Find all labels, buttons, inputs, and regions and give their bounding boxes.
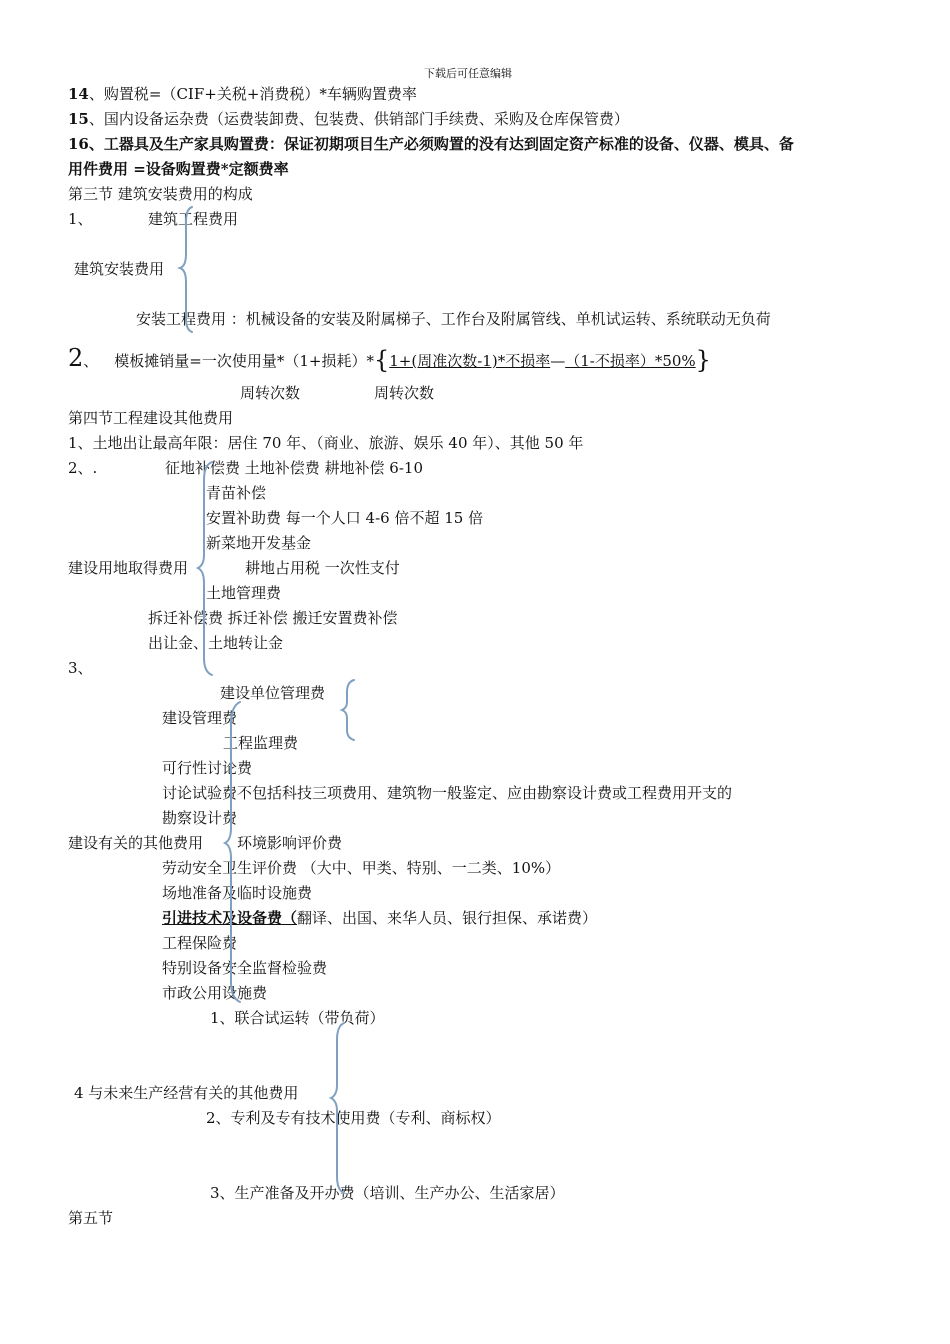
item-16-line-2: 用件费用 =设备购置费*定额费率	[68, 160, 289, 178]
item-16-line-1: 16、工器具及生产家具购置费：保证初期项目生产必须购置的没有达到固定资产标准的设备、仪器、模具、备	[68, 135, 794, 153]
supervision-fee: 工程监理费	[223, 734, 299, 752]
land-row-6: 土地管理费	[206, 584, 282, 602]
future-row-3: 3、生产准备及开办费（培训、生产办公、生活家居）	[210, 1184, 565, 1202]
formula-denominator-1: 周转次数	[240, 384, 301, 402]
other-row-8: 工程保险费	[162, 934, 238, 952]
item-2-number: 2	[68, 344, 84, 372]
section-3-item-1-number: 1、	[68, 210, 93, 228]
future-row-1: 1、联合试运转（带负荷）	[210, 1009, 385, 1027]
section-4-item-3-number: 3、	[68, 659, 93, 677]
formula-open-brace: {	[373, 346, 390, 374]
other-row-2: 讨论试验费不包括科技三项费用、建筑物一般鉴定、应由勘察设计费或工程费用开支的	[162, 784, 733, 802]
brace-construction-management	[342, 680, 354, 740]
land-row-5: 耕地占用税 一次性支付	[245, 559, 400, 577]
construction-management-fee: 建设管理费	[162, 709, 238, 727]
other-row-3: 勘察设计费	[162, 809, 238, 827]
item-15	[68, 112, 629, 127]
section-5-title: 第五节	[68, 1209, 114, 1227]
other-row-7	[162, 911, 597, 926]
section-3-item-2	[68, 344, 711, 374]
other-row-6: 场地准备及临时设施费	[162, 884, 313, 902]
item-14-number: 14	[68, 85, 89, 103]
other-costs-label: 建设有关的其他费用	[68, 834, 204, 852]
page-header-note: 下载后可任意编辑	[424, 67, 512, 80]
other-row-1: 可行性讨论费	[162, 759, 253, 777]
brace-future-costs	[331, 1023, 344, 1193]
section-4-title: 第四节工程建设其他费用	[68, 409, 234, 427]
formula-numerator-1: 1+(周准次数-1)*不损率	[389, 352, 551, 370]
other-row-5: 劳动安全卫生评价费 （大中、甲类、特别、一二类、10%）	[162, 859, 561, 877]
item-15-text: 、国内设备运杂费（运费装卸费、包装费、供销部门手续费、采购及仓库保管费）	[88, 110, 629, 128]
item-14	[68, 87, 417, 102]
construction-cost-label: 建筑工程费用	[148, 210, 239, 228]
formula-dash: —	[550, 352, 566, 370]
land-row-7: 拆迁补偿费 拆迁补偿 搬迁安置费补偿	[148, 609, 398, 627]
section-4-item-2-number: 2、.	[68, 459, 98, 477]
item-2-separator: 、	[83, 352, 99, 370]
installation-cost-description: 安装工程费用 ：机械设备的安装及附属梯子、工作台及附属管线、单机试运转、系统联动无负荷	[136, 310, 771, 328]
tech-import-fee-label: 引进技术及设备费（	[162, 909, 298, 927]
land-row-4: 新菜地开发基金	[206, 534, 312, 552]
section-3-title: 第三节 建筑安装费用的构成	[68, 185, 253, 203]
land-row-2: 青苗补偿	[206, 484, 267, 502]
formula-close-brace: }	[695, 346, 711, 374]
formula-denominator-2: 周转次数	[374, 384, 435, 402]
formwork-formula-text: 模板摊销量=一次使用量*（1+损耗）*	[114, 352, 374, 370]
tech-import-fee-detail: 翻译、出国、来华人员、银行担保、承诺费）	[297, 909, 598, 927]
other-row-10: 市政公用设施费	[162, 984, 268, 1002]
land-term-limits: 1、土地出让最高年限：居住 70 年、（商业、旅游、娱乐 40 年）、其他 50 年	[68, 434, 584, 452]
land-acquisition-label: 建设用地取得费用	[68, 559, 189, 577]
other-row-4: 环境影响评价费	[237, 834, 343, 852]
construction-install-cost-label: 建筑安装费用	[74, 260, 165, 278]
land-row-8: 出让金、土地转让金	[148, 634, 284, 652]
future-costs-label: 4 与未来生产经营有关的其他费用	[74, 1084, 299, 1102]
item-15-number: 15	[68, 110, 89, 128]
other-row-9: 特别设备安全监督检验费	[162, 959, 328, 977]
land-row-1: 征地补偿费 土地补偿费 耕地补偿 6-10	[165, 459, 424, 477]
future-row-2: 2、专利及专有技术使用费（专利、商标权）	[206, 1109, 501, 1127]
item-14-text: 、购置税=（CIF+关税+消费税）*车辆购置费率	[88, 85, 417, 103]
owner-management-fee: 建设单位管理费	[220, 684, 326, 702]
formula-numerator-2: （1-不损率）*50%	[565, 352, 696, 370]
land-row-3: 安置补助费 每一个人口 4-6 倍不超 15 倍	[206, 509, 484, 527]
